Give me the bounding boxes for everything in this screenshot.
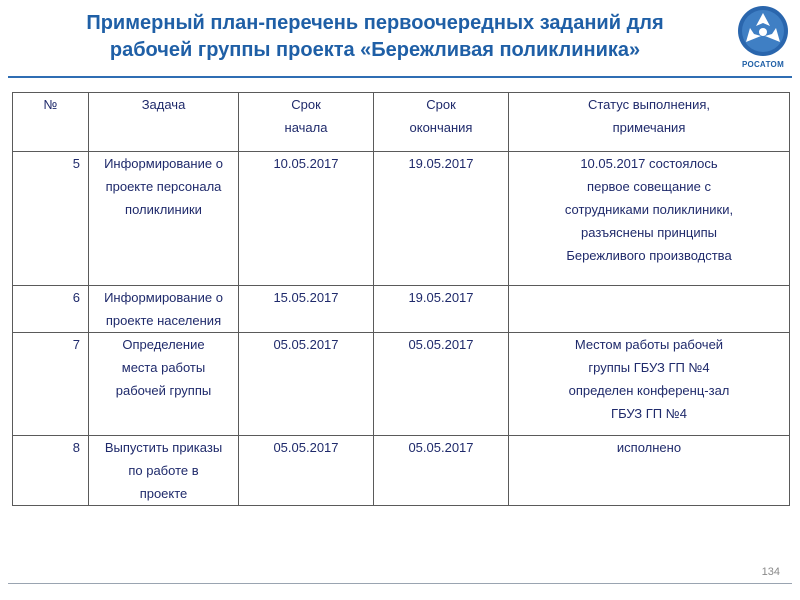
row-status: 10.05.2017 состоялось первое совещание с сотрудниками поликлиники, разъяснены принципы Бережливого производства <box>509 152 790 286</box>
table-header-row <box>13 93 790 152</box>
row-task: Определение места работы рабочей группы <box>89 333 239 436</box>
row-start: 05.05.2017 <box>239 333 374 436</box>
header-end: Срок окончания <box>374 93 509 152</box>
row-num: 7 <box>13 333 89 436</box>
footer-divider <box>8 583 792 584</box>
task-plan-table <box>12 92 790 506</box>
row-task: Информирование о проекте населения <box>89 286 239 333</box>
row-num: 5 <box>13 152 89 286</box>
page-title <box>40 10 710 64</box>
row-status <box>509 286 790 333</box>
row-task: Выпустить приказы по работе в проекте <box>89 436 239 506</box>
table-row <box>13 436 790 506</box>
logo-wordmark: РОСАТОМ <box>741 60 785 69</box>
row-end: 05.05.2017 <box>374 436 509 506</box>
header-divider <box>8 76 792 78</box>
row-task: Информирование о проекте персонала поликлиники <box>89 152 239 286</box>
row-end: 05.05.2017 <box>374 333 509 436</box>
row-status: исполнено <box>509 436 790 506</box>
row-status: Местом работы рабочей группы ГБУЗ ГП №4 определен конференц-зал ГБУЗ ГП №4 <box>509 333 790 436</box>
header-task: Задача <box>89 93 239 152</box>
table-row <box>13 286 790 333</box>
row-start: 15.05.2017 <box>239 286 374 333</box>
row-end: 19.05.2017 <box>374 152 509 286</box>
header-num: № <box>13 93 89 152</box>
row-num: 6 <box>13 286 89 333</box>
page-number: 134 <box>761 566 780 578</box>
header-status: Статус выполнения, примечания <box>509 93 790 152</box>
row-num: 8 <box>13 436 89 506</box>
row-start: 10.05.2017 <box>239 152 374 286</box>
header-start: Срок начала <box>239 93 374 152</box>
title-line-2: рабочей группы проекта «Бережливая поликлиника» <box>109 39 641 61</box>
row-end: 19.05.2017 <box>374 286 509 333</box>
atom-icon <box>730 4 796 60</box>
rosatom-logo <box>730 4 796 72</box>
row-start: 05.05.2017 <box>239 436 374 506</box>
table-row <box>13 152 790 286</box>
title-line-1: Примерный план-перечень первоочередных заданий для <box>86 12 664 34</box>
table-row <box>13 333 790 436</box>
